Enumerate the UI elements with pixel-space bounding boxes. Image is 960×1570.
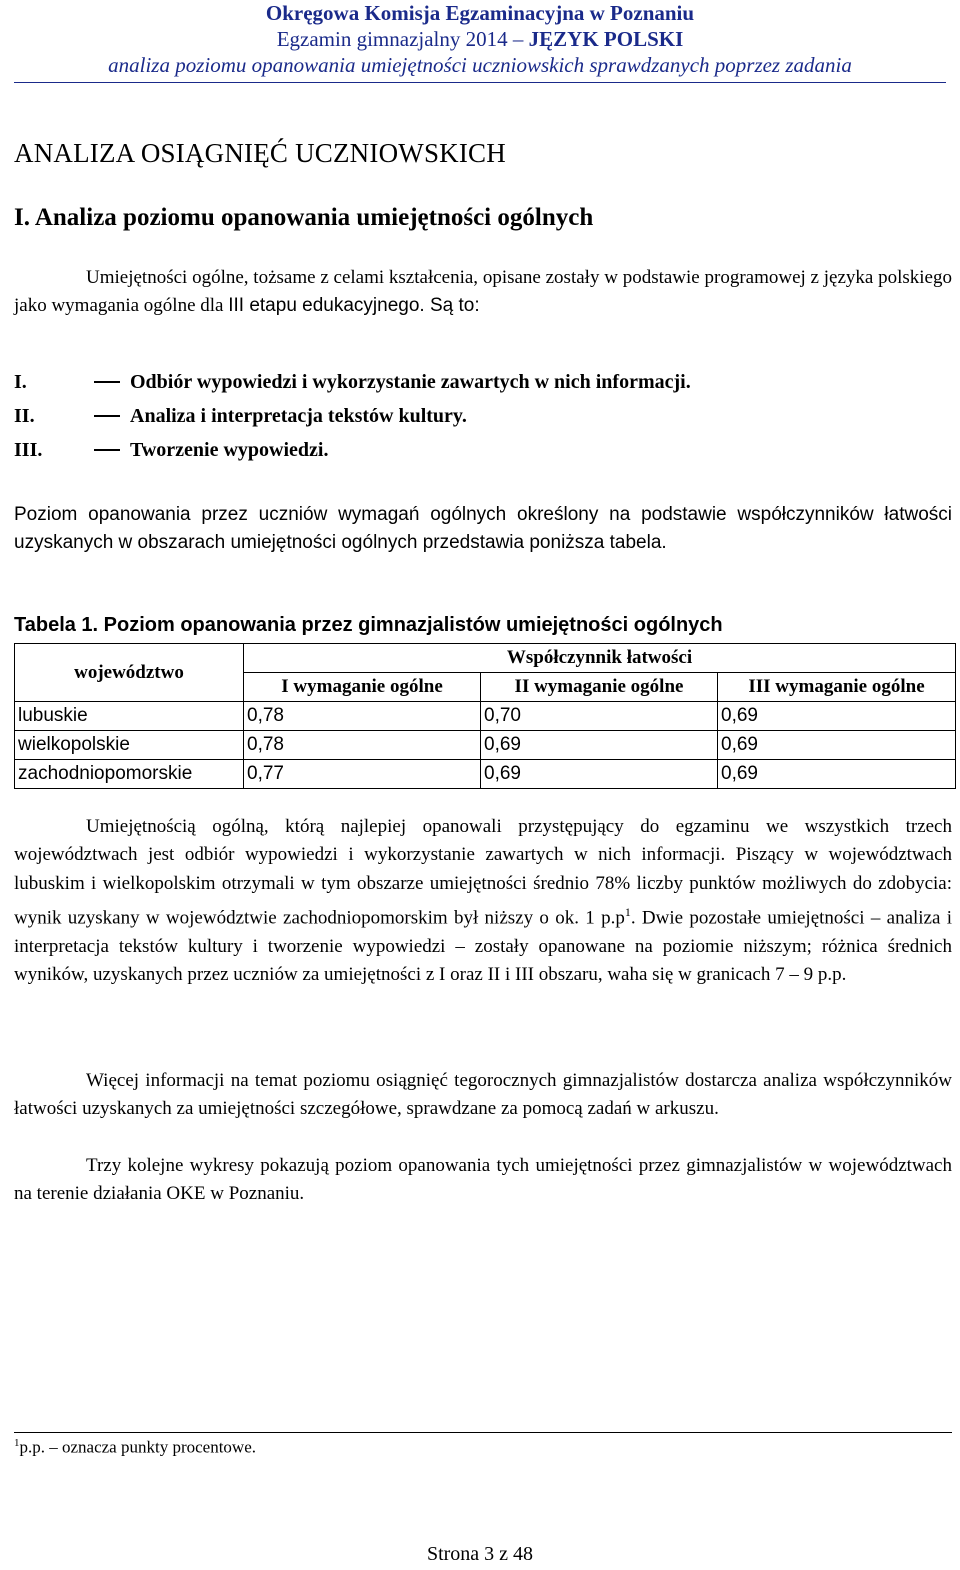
intro-text-1: Umiejętności ogólne, tożsame z celami kształcenia, opisane zostały w podstawie programowej z języka polskiego jako wymagania ogólne dla — [14, 267, 952, 317]
intro-paragraph — [14, 264, 952, 321]
table-header-row — [15, 644, 956, 673]
header-exam-subject: JĘZYK POLSKI — [528, 27, 684, 51]
value-cell: 0,69 — [718, 760, 956, 789]
footnote-divider — [14, 1432, 952, 1433]
region-cell: zachodniopomorskie — [15, 760, 244, 789]
table-caption-text: Tabela 1. Poziom opanowania przez gimnazjalistów umiejętności ogólnych — [14, 614, 723, 636]
header-exam-prefix: Egzamin gimnazjalny 2014 – — [276, 27, 529, 51]
header-subtitle: analiza poziomu opanowania umiejętności uczniowskich sprawdzanych poprzez zadania — [108, 53, 852, 77]
page-title: ANALIZA OSIĄGNIĘĆ UCZNIOWSKICH — [14, 138, 506, 168]
table-row — [15, 702, 956, 731]
table-caption — [14, 614, 723, 637]
header-exam — [14, 26, 946, 52]
col-req1-header: I wymaganie ogólne — [244, 673, 481, 702]
col-req3-header: III wymaganie ogólne — [718, 673, 956, 702]
section-heading: I. Analiza poziomu opanowania umiejętności ogólnych — [14, 204, 594, 231]
value-cell: 0,70 — [481, 702, 718, 731]
value-cell: 0,78 — [244, 702, 481, 731]
requirement-number: II. — [14, 404, 35, 427]
header-institution: Okręgowa Komisja Egzaminacyjna w Poznaniu — [265, 1, 695, 25]
region-cell: lubuskie — [15, 702, 244, 731]
footnote-text: p.p. – oznacza punkty procentowe. — [19, 1437, 256, 1457]
table-row — [15, 760, 956, 789]
list-item — [14, 399, 691, 433]
list-item — [14, 365, 691, 399]
dash — [94, 381, 120, 383]
value-cell: 0,69 — [718, 731, 956, 760]
requirement-text: Odbiór wypowiedzi i wykorzystanie zawartych w nich informacji. — [130, 370, 691, 393]
requirement-number: III. — [14, 438, 43, 461]
best-skill-text-1: Umiejętnością ogólną, którą najlepiej opanowali przystępujący do egzaminu we wszystkich trzech województwach jest odbiór wypowiedzi i wykorzystanie zawartych w nich informacji. Piszący w województwach lubuskim i wielkopolskim otrzymali w tym obszarze umiejętności średnio 78% liczby punktów możliwych do zdobycia: wynik uzyskany w województwie zachodniopomorskim był niższy o ok. 1 p.p — [14, 816, 952, 929]
footnote-mark: 1 — [14, 1437, 20, 1449]
requirement-text: Analiza i interpretacja tekstów kultury. — [130, 404, 467, 427]
col-region-header: województwo — [15, 644, 244, 702]
charts-paragraph: Trzy kolejne wykresy pokazują poziom opanowania tych umiejętności przez gimnazjalistów w województwach na terenie działania OKE w Poznaniu. — [14, 1155, 952, 1205]
value-cell: 0,78 — [244, 731, 481, 760]
value-cell: 0,69 — [481, 731, 718, 760]
value-cell: 0,69 — [718, 702, 956, 731]
best-skill-paragraph — [14, 813, 952, 990]
dash — [94, 449, 120, 451]
value-cell: 0,77 — [244, 760, 481, 789]
dash — [94, 415, 120, 417]
requirement-text: Tworzenie wypowiedzi. — [130, 438, 329, 461]
region-cell: wielkopolskie — [15, 731, 244, 760]
page-header — [14, 0, 946, 83]
more-info-paragraph: Więcej informacji na temat poziomu osiągnięć tegorocznych gimnazjalistów dostarcza analiza współczynników łatwości uzyskanych za umiejętności szczegółowe, sprawdzane za pomocą zadań w arkuszu. — [14, 1070, 952, 1120]
col-req2-header: II wymaganie ogólne — [481, 673, 718, 702]
table-row — [15, 731, 956, 760]
level-paragraph: Poziom opanowania przez uczniów wymagań ogólnych określony na podstawie współczynników łatwości uzyskanych w obszarach umiejętności ogólnych przedstawia poniższa tabela. — [14, 504, 952, 554]
requirement-number: I. — [14, 370, 27, 393]
footnote-reference: 1 — [624, 905, 631, 920]
footnote — [14, 1437, 256, 1458]
results-table — [14, 643, 956, 789]
intro-text-2: III etapu edukacyjnego. Są to: — [228, 295, 480, 317]
page-number: Strona 3 z 48 — [426, 1543, 534, 1565]
list-item — [14, 433, 691, 467]
col-group-header: Współczynnik łatwości — [244, 644, 956, 673]
value-cell: 0,69 — [481, 760, 718, 789]
requirements-list — [14, 365, 691, 467]
best-skill-text-2: . Dwie pozostałe umiejętności – analiza i interpretacja tekstów kultury i tworzenie wypowiedzi – zostały opanowane na poziomie niższym; różnica średnich wyników, uzyskanych przez uczniów za umiejętności z I oraz II i III obszaru, waha się w granicach 7 – 9 p.p. — [14, 907, 953, 986]
